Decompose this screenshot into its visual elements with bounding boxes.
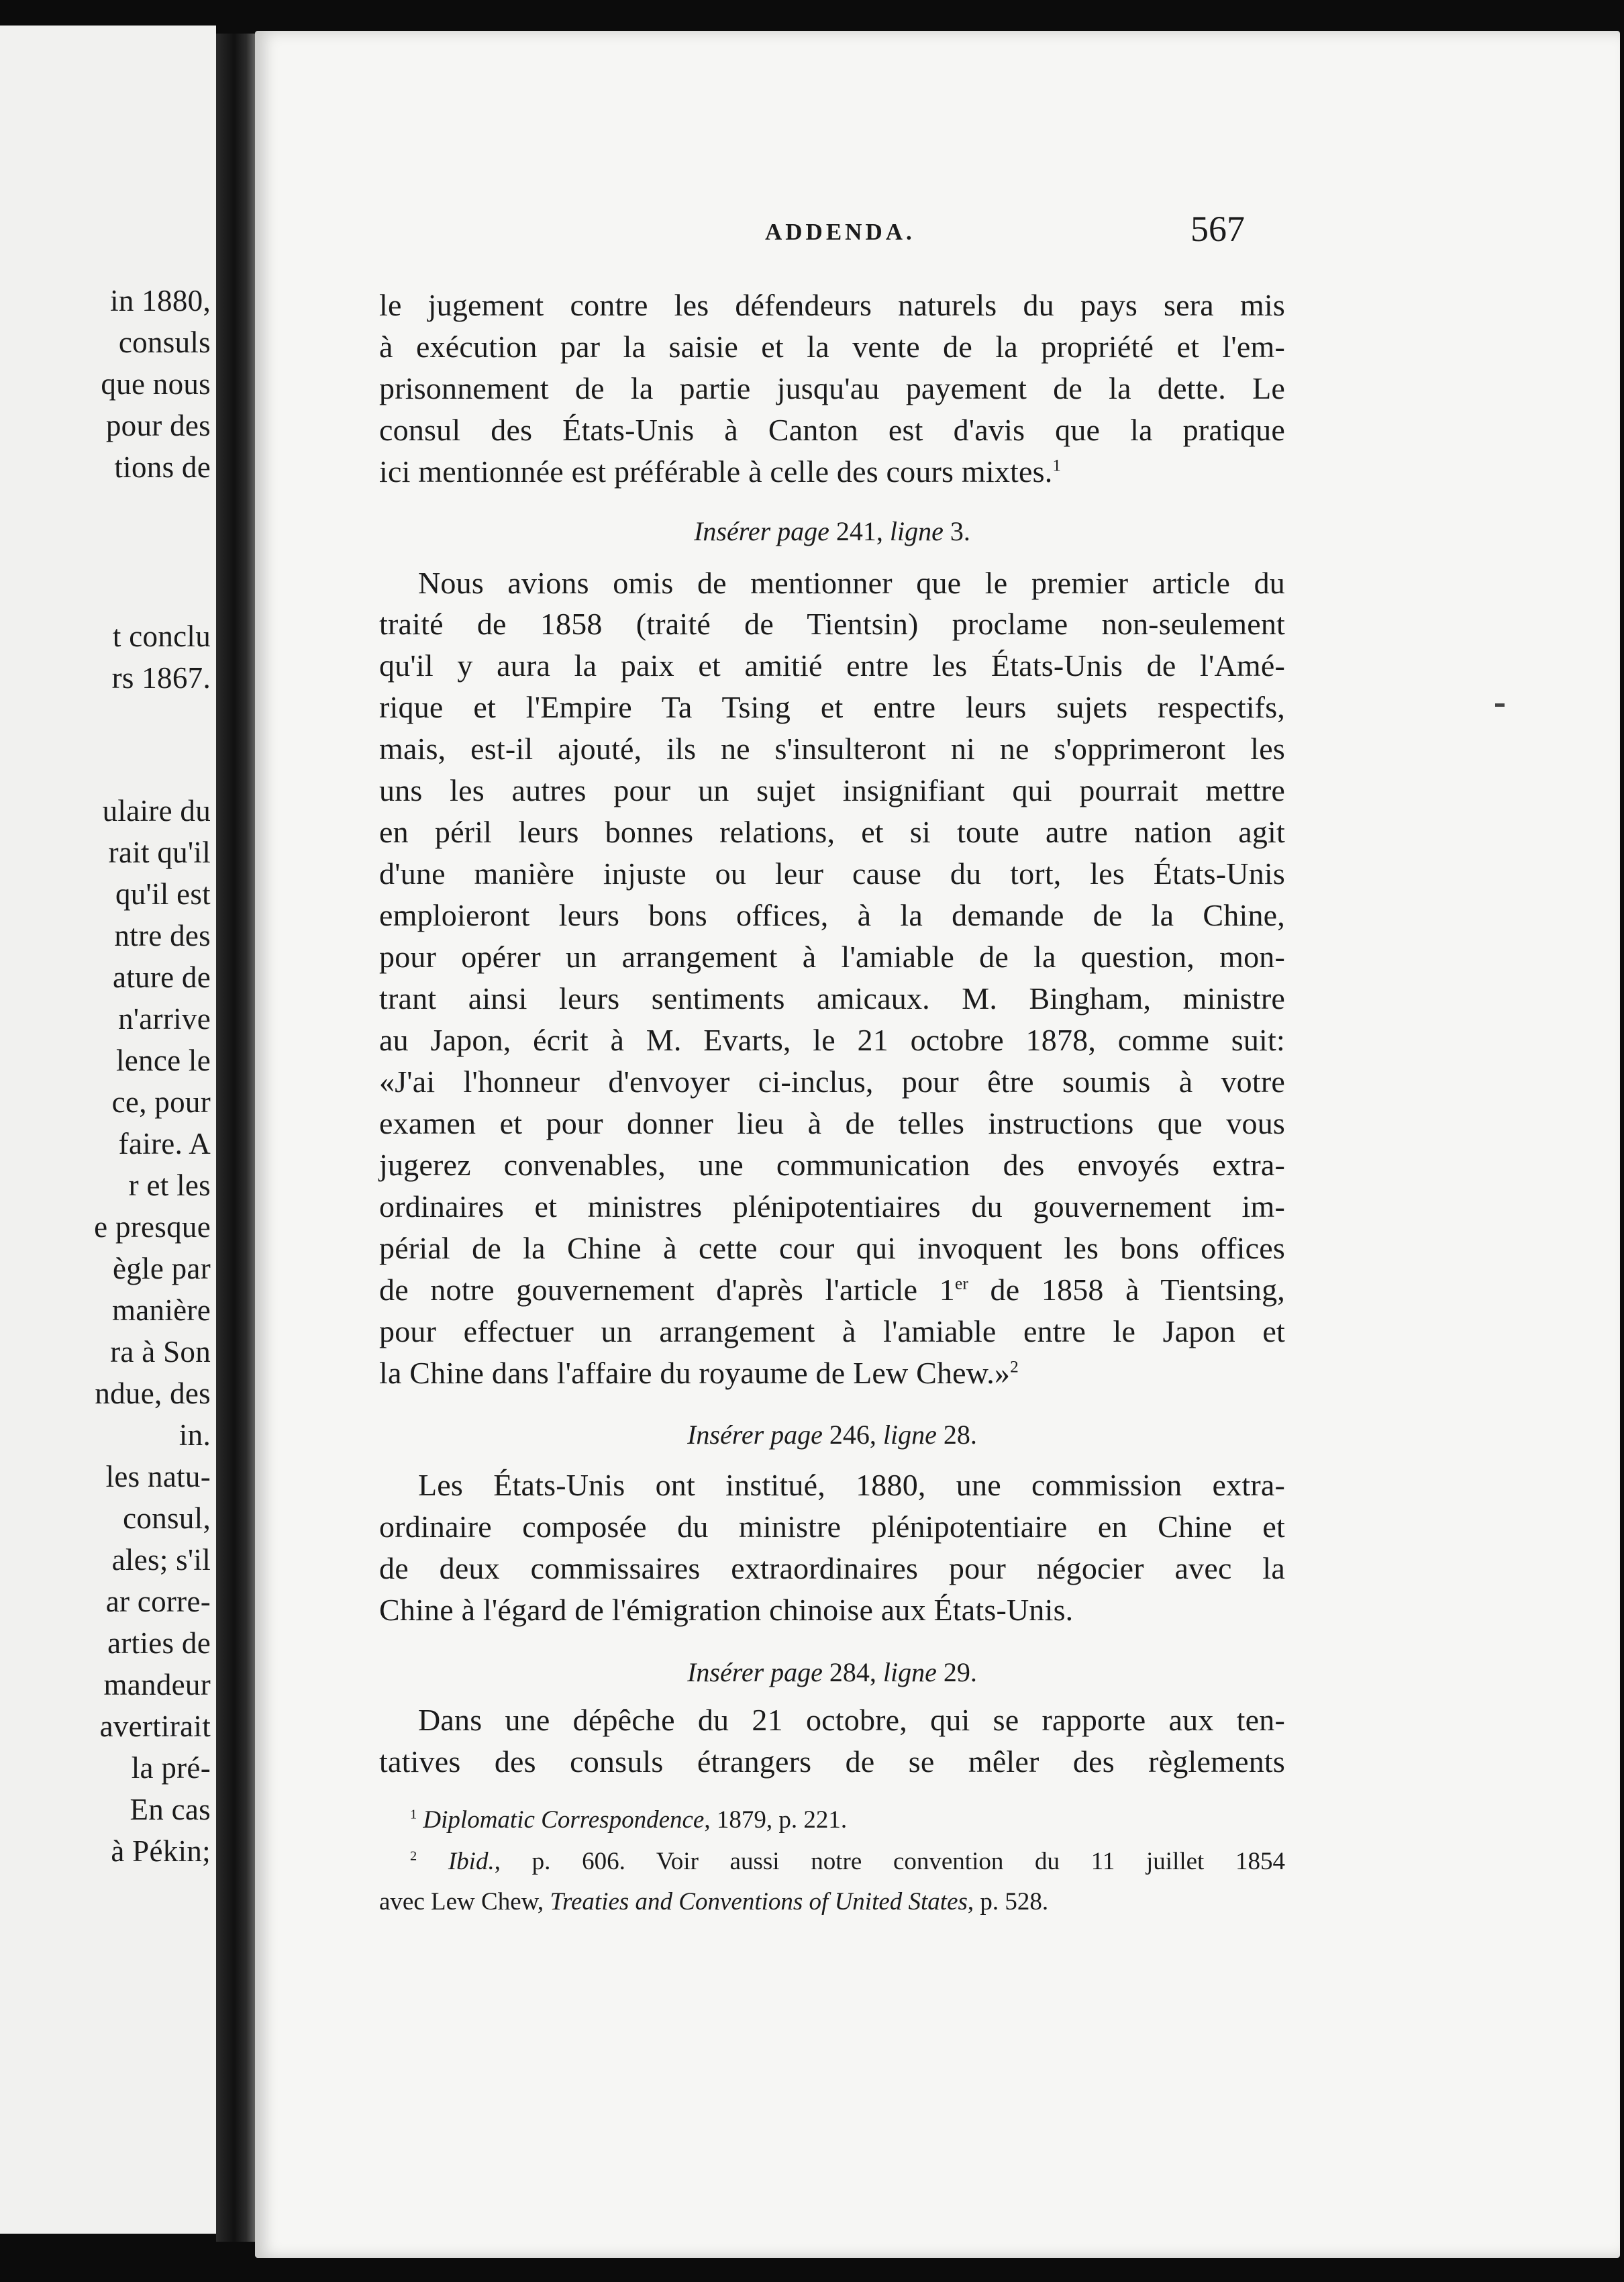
insert-page: 241, [835, 516, 883, 546]
left-line: in. [179, 1418, 211, 1452]
page-number: 567 [1190, 209, 1245, 249]
text-line: ordinaire composée du ministre plénipotentiaire en Chine et [379, 1509, 1285, 1544]
running-head: ADDENDA. [765, 219, 915, 245]
insert-heading [379, 1422, 1285, 1448]
text-line: pour opérer un arrangement à l'amiable de la question, mon- [379, 940, 1285, 974]
text-line: jugerez convenables, une communication des envoyés extra- [379, 1148, 1285, 1182]
text-line: qu'il y aura la paix et amitié entre les États-Unis de l'Amé- [379, 648, 1285, 683]
footnote-text: avec Lew Chew, [379, 1888, 550, 1916]
text-line: emploieront leurs bons offices, à la demande de la Chine, [379, 898, 1285, 932]
text-line: périal de la Chine à cette cour qui invoquent les bons offices [379, 1231, 1285, 1265]
text-line: à exécution par la saisie et la vente de la propriété et l'em- [379, 330, 1285, 364]
left-line: ègle par [112, 1252, 211, 1285]
text-line: traité de 1858 (traité de Tientsin) proclame non-seulement [379, 607, 1285, 641]
insert-label: Insérer page [694, 516, 829, 546]
left-line: in 1880, [110, 284, 211, 317]
text-line: consul des États-Unis à Canton est d'avis que la pratique [379, 413, 1285, 447]
insert-label: Insérer page [687, 1420, 823, 1450]
text-line: mais, est-il ajouté, ils ne s'insulteront ni ne s'opprimeront les [379, 732, 1285, 766]
left-line: lence le [115, 1044, 211, 1077]
text-line-content: la Chine dans l'affaire du royaume de Lew Chew.» [379, 1356, 1011, 1390]
left-line: faire. A [118, 1127, 211, 1160]
left-line: les natu- [105, 1460, 211, 1493]
text-line: d'une manière injuste ou leur cause du tort, les États-Unis [379, 856, 1285, 891]
left-line: à Pékin; [111, 1834, 211, 1868]
scan-speck [1495, 703, 1505, 707]
insert-heading [379, 518, 1285, 545]
insert-label: Insérer page [687, 1657, 823, 1687]
footnote-title: Treaties and Conventions of United States [550, 1888, 968, 1916]
left-line: ntre des [114, 919, 211, 952]
insert-page: 284, [829, 1657, 876, 1687]
insert-line: 28. [943, 1420, 977, 1450]
text-line: tatives des consuls étrangers de se mêler des règlements [379, 1744, 1285, 1779]
left-line: ra à Son [110, 1335, 211, 1369]
text-line-content: ici mentionnée est préférable à celle des cours mixtes. [379, 454, 1053, 489]
left-line: que nous [101, 367, 211, 401]
left-line: En cas [130, 1793, 211, 1826]
superscript: er [954, 1274, 969, 1293]
left-line: r et les [128, 1169, 211, 1202]
text-line [379, 1358, 1285, 1389]
text-line [379, 1275, 1285, 1305]
footnote-title: Diplomatic Correspondence [423, 1806, 705, 1834]
left-page [0, 26, 216, 2234]
left-line: tions de [114, 450, 211, 484]
footnote-2 [379, 1849, 1285, 1874]
text-line: le jugement contre les défendeurs naturels du pays sera mis [379, 288, 1285, 322]
left-line: manière [111, 1293, 211, 1327]
left-line: la pré- [131, 1751, 211, 1785]
left-line: ales; s'il [111, 1543, 211, 1577]
text-line-content: de 1858 à Tientsing, [968, 1273, 1286, 1307]
footnote-1 [379, 1807, 1285, 1832]
left-line: t conclu [112, 619, 211, 653]
insert-line: 3. [950, 516, 970, 546]
insert-line: 29. [943, 1657, 977, 1687]
insert-line-label: ligne [882, 1420, 937, 1450]
text-line [379, 456, 1285, 487]
text-line: ordinaires et ministres plénipotentiaires du gouvernement im- [379, 1189, 1285, 1224]
left-line: arties de [107, 1626, 211, 1660]
text-line: Dans une dépêche du 21 octobre, qui se rapporte aux ten- [418, 1703, 1285, 1737]
text-line: de deux commissaires extraordinaires pour négocier avec la [379, 1551, 1285, 1585]
insert-heading [379, 1659, 1285, 1686]
left-line: ar corre- [105, 1585, 211, 1618]
text-line: prisonnement de la partie jusqu'au payement de la dette. Le [379, 371, 1285, 405]
right-page [255, 31, 1620, 2258]
left-line: consul, [123, 1501, 211, 1535]
footnote-marker: 2 [1010, 1357, 1019, 1377]
insert-line-label: ligne [889, 516, 944, 546]
left-line: avertirait [99, 1709, 211, 1743]
text-line: Chine à l'égard de l'émigration chinoise aux États-Unis. [379, 1593, 1074, 1627]
text-line: trant ainsi leurs sentiments amicaux. M. Bingham, ministre [379, 981, 1285, 1015]
footnote-text: , p. 528. [967, 1888, 1049, 1916]
left-line: qu'il est [115, 877, 211, 911]
text-line: au Japon, écrit à M. Evarts, le 21 octobre 1878, comme suit: [379, 1023, 1285, 1057]
footnote-text: , 1879, p. 221. [704, 1806, 848, 1834]
footnote-number: 1 [410, 1807, 417, 1822]
left-line: ndue, des [95, 1377, 211, 1410]
left-line: rs 1867. [111, 661, 211, 695]
footnote-ibid: Ibid. [448, 1848, 495, 1875]
left-line: ce, pour [111, 1085, 211, 1119]
left-line: mandeur [103, 1668, 211, 1701]
footnote-number: 2 [410, 1848, 417, 1864]
text-line: «J'ai l'honneur d'envoyer ci-inclus, pour être soumis à votre [379, 1064, 1285, 1099]
footnote-text: , p. 606. Voir aussi notre convention du 11 juillet 1854 [494, 1848, 1286, 1875]
text-line: Les États-Unis ont institué, 1880, une commission extra- [418, 1468, 1285, 1502]
left-line: ulaire du [102, 794, 211, 828]
text-line: uns les autres pour un sujet insignifiant qui pourrait mettre [379, 773, 1285, 807]
left-line: pour des [105, 409, 211, 442]
text-line: examen et pour donner lieu à de telles instructions que vous [379, 1106, 1285, 1140]
text-line: Nous avions omis de mentionner que le premier article du [418, 566, 1285, 600]
text-line-content: de notre gouvernement d'après l'article 1 [379, 1273, 955, 1307]
insert-page: 246, [829, 1420, 876, 1450]
left-line: ature de [112, 960, 211, 994]
footnote-2-continued [379, 1889, 1285, 1914]
book-gutter [216, 34, 256, 2242]
left-line: e presque [94, 1210, 211, 1244]
left-line: rait qu'il [108, 836, 211, 869]
left-line: n'arrive [118, 1002, 211, 1036]
text-line: pour effectuer un arrangement à l'amiable entre le Japon et [379, 1314, 1285, 1348]
text-line: rique et l'Empire Ta Tsing et entre leurs sujets respectifs, [379, 690, 1285, 724]
left-line: consuls [118, 326, 211, 359]
text-line: en péril leurs bonnes relations, et si toute autre nation agit [379, 815, 1285, 849]
insert-line-label: ligne [882, 1657, 937, 1687]
footnote-marker: 1 [1052, 456, 1062, 475]
